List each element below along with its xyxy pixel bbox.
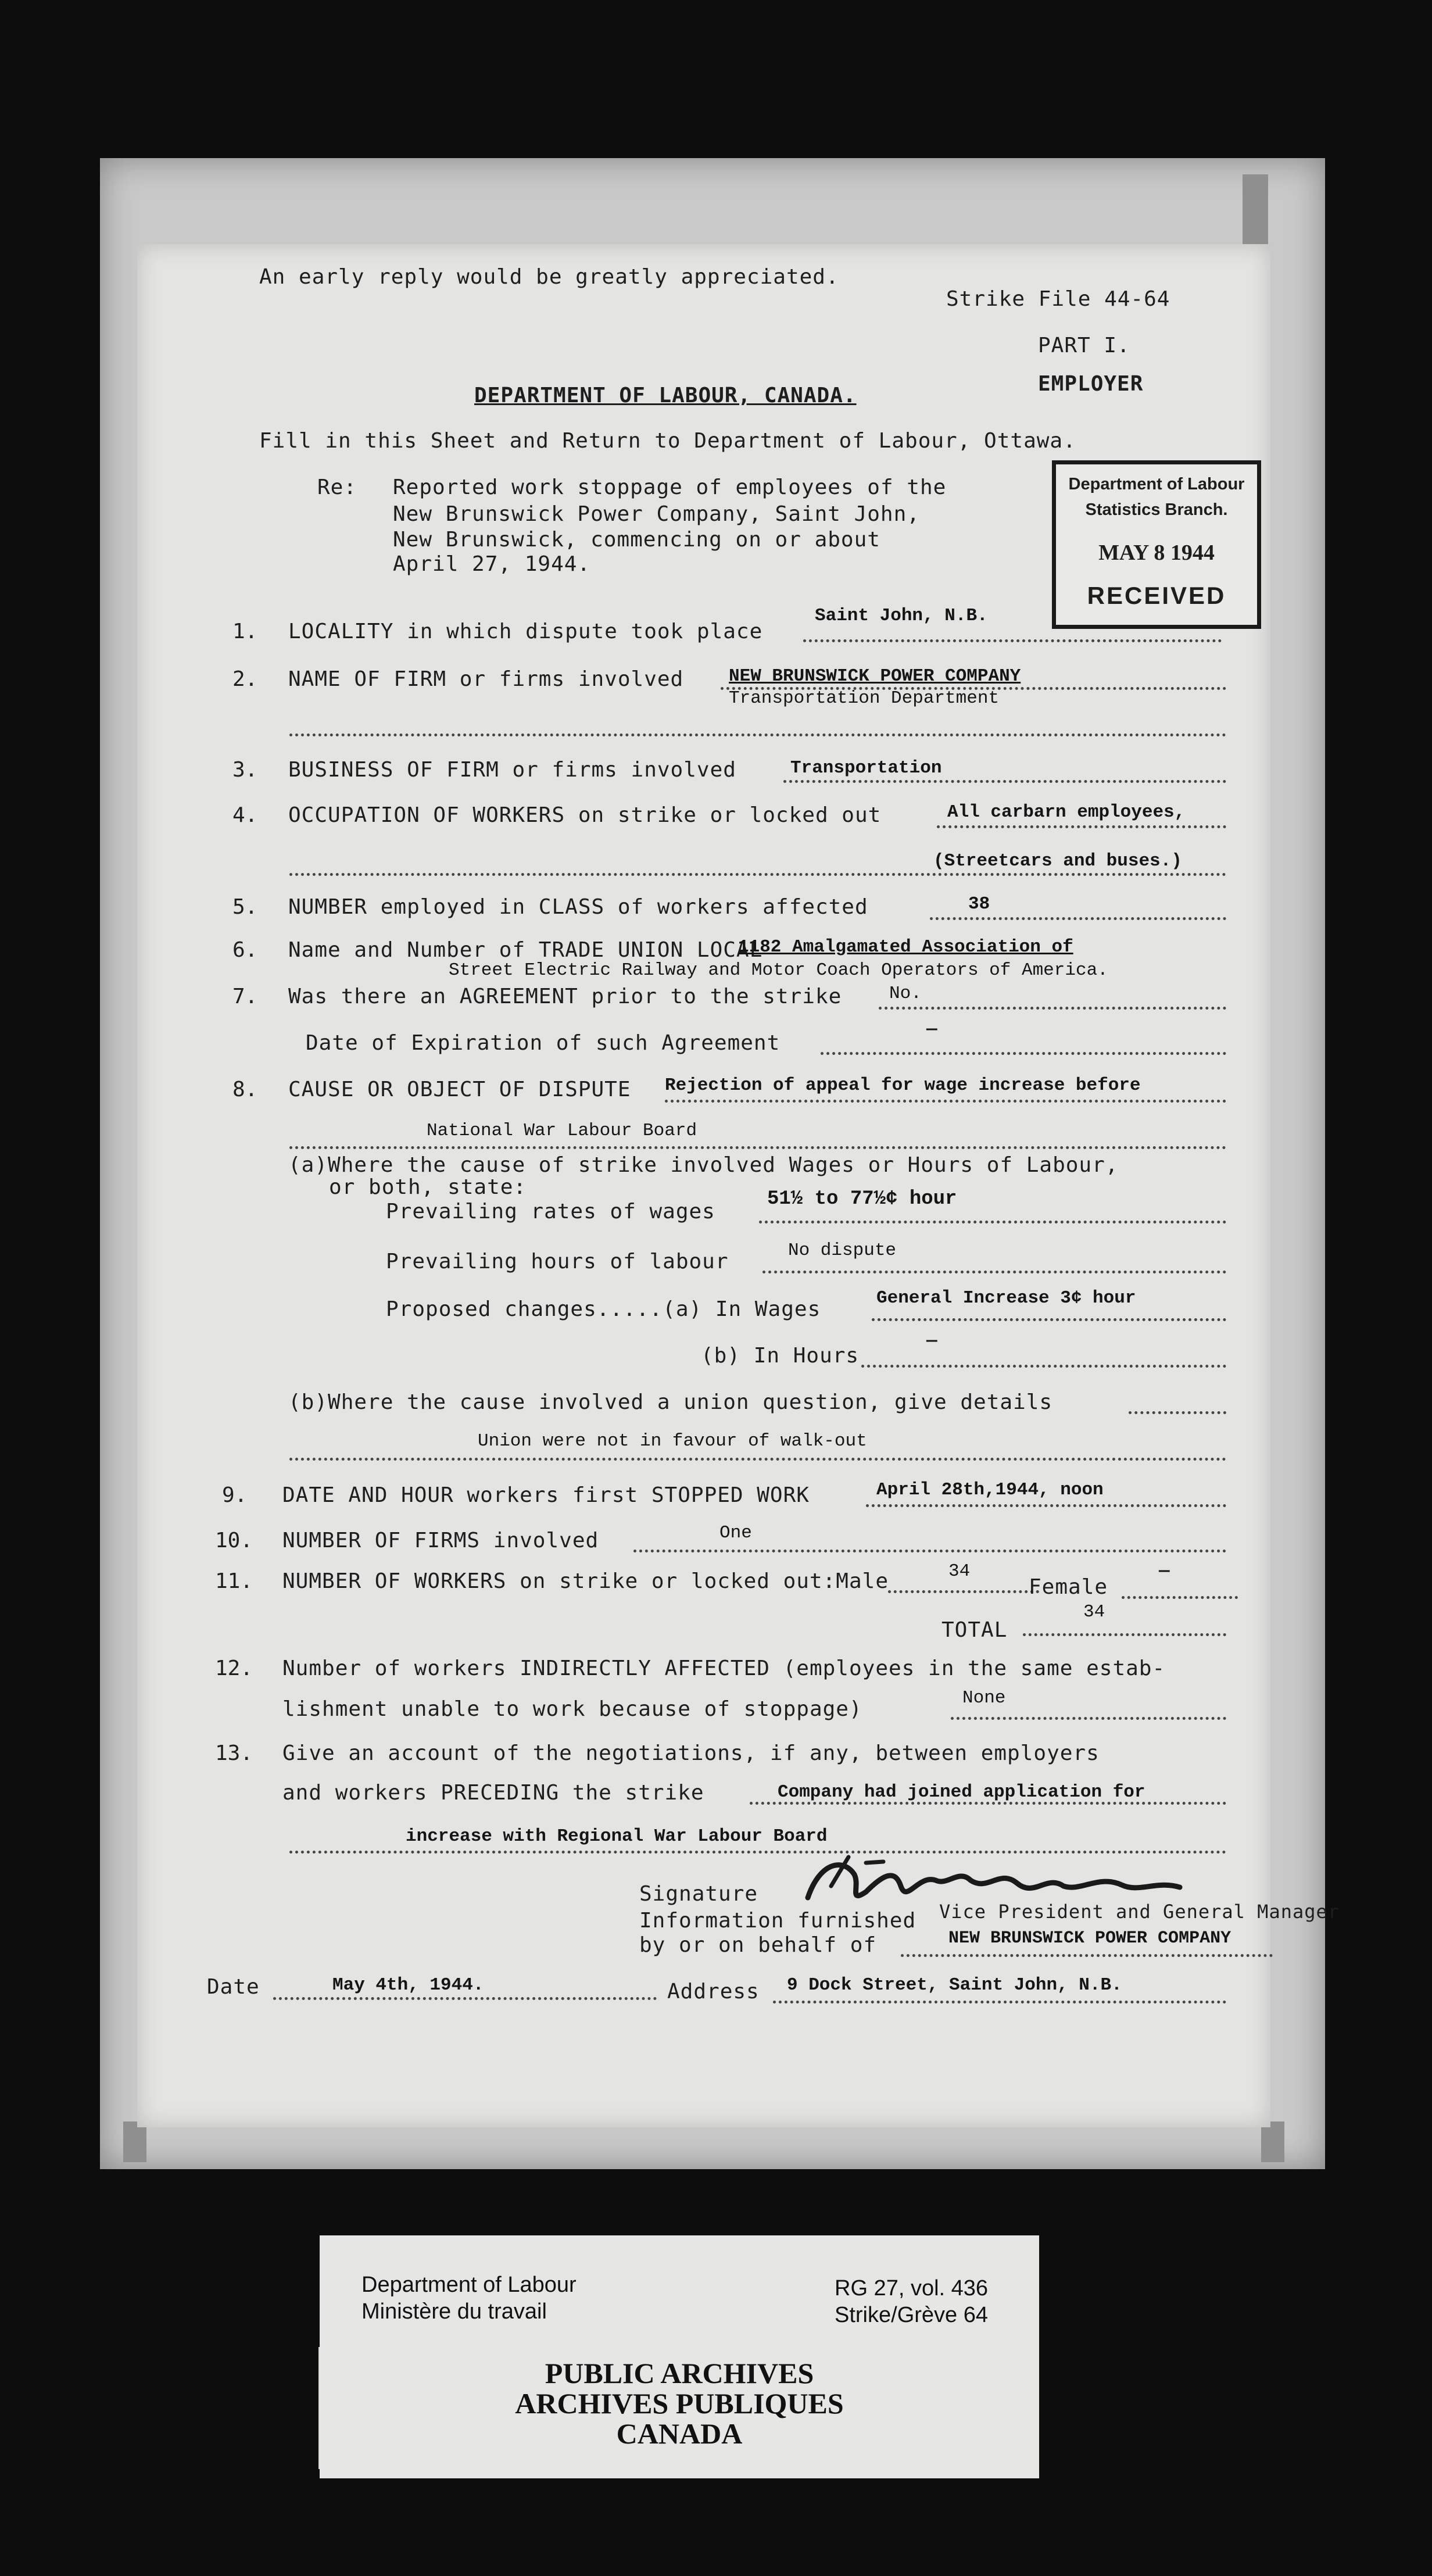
item-answer: 51½ to 77½¢ hour bbox=[767, 1188, 957, 1210]
stamp-line: Department of Labour bbox=[1068, 475, 1245, 493]
item-question: LOCALITY in which dispute took place bbox=[288, 620, 763, 643]
item-number: 12. bbox=[215, 1656, 253, 1680]
item-number: 13. bbox=[215, 1741, 253, 1765]
part-label: PART I. bbox=[1038, 334, 1130, 357]
item-question: Prevailing rates of wages bbox=[386, 1200, 715, 1223]
item-number: 9. bbox=[222, 1483, 248, 1507]
archive-ref: RG 27, vol. 436 bbox=[835, 2276, 989, 2300]
stamp-date: MAY 8 1944 bbox=[1098, 541, 1215, 565]
item-answer: One bbox=[719, 1523, 752, 1543]
fill-line bbox=[773, 2001, 1226, 2003]
fill-line bbox=[888, 1590, 1039, 1593]
item-answer: NEW BRUNSWICK POWER COMPANY bbox=[729, 666, 1021, 686]
fill-line bbox=[803, 639, 1222, 642]
strike-file-label: Strike File 44-64 bbox=[946, 287, 1170, 311]
item-question: (b) In Hours bbox=[701, 1344, 860, 1368]
item-question: NUMBER OF FIRMS involved bbox=[282, 1529, 599, 1552]
paper-clip bbox=[1261, 2121, 1284, 2162]
item-answer: increase with Regional War Labour Board bbox=[406, 1826, 828, 1847]
item-question: Proposed changes.....(a) In Wages bbox=[386, 1297, 821, 1321]
fill-line bbox=[861, 1365, 1226, 1368]
archive-title: CANADA bbox=[616, 2417, 743, 2450]
paper-clip bbox=[1243, 174, 1268, 244]
item-question: Female bbox=[1029, 1575, 1108, 1599]
fill-line bbox=[866, 1504, 1226, 1507]
item-question: CAUSE OR OBJECT OF DISPUTE bbox=[288, 1078, 631, 1101]
item-answer: 1182 Amalgamated Association of bbox=[738, 937, 1073, 957]
item-number: 3. bbox=[232, 758, 258, 782]
re-line: New Brunswick, commencing on or about bbox=[393, 528, 880, 552]
item-number: 2. bbox=[232, 667, 258, 691]
item-question: (a)Where the cause of strike involved Wages or Hours of Labour, bbox=[288, 1153, 1119, 1177]
item-answer: Transportation Department bbox=[729, 688, 1000, 709]
item-question: NUMBER employed in CLASS of workers affected bbox=[288, 895, 868, 919]
item-question: or both, state: bbox=[329, 1175, 527, 1199]
fill-line bbox=[937, 825, 1226, 828]
fill-line bbox=[273, 1997, 657, 2000]
item-question: Give an account of the negotiations, if any, between employers bbox=[282, 1741, 1100, 1765]
item-answer: No. bbox=[889, 983, 922, 1004]
archive-title: PUBLIC ARCHIVES bbox=[545, 2357, 814, 2389]
item-answer: April 28th,1944, noon bbox=[876, 1480, 1104, 1500]
item-question: DATE AND HOUR workers first STOPPED WORK bbox=[282, 1483, 810, 1507]
employer-label: EMPLOYER bbox=[1038, 372, 1144, 396]
re-label: Re: bbox=[317, 475, 357, 499]
re-line: April 27, 1944. bbox=[393, 552, 591, 576]
header-note: An early reply would be greatly appreciated. bbox=[259, 265, 839, 289]
company-name: NEW BRUNSWICK POWER COMPANY bbox=[948, 1929, 1231, 1948]
department-title: DEPARTMENT OF LABOUR, CANADA. bbox=[474, 384, 857, 407]
archive-label bbox=[320, 2235, 1039, 2478]
item-answer: Rejection of appeal for wage increase before bbox=[665, 1075, 1141, 1096]
received-stamp bbox=[1052, 460, 1261, 629]
item-number: 4. bbox=[232, 803, 258, 827]
fill-line bbox=[1023, 1633, 1226, 1636]
paper-clip bbox=[123, 2121, 146, 2162]
item-number: 6. bbox=[232, 938, 258, 962]
item-answer: Union were not in favour of walk-out bbox=[478, 1431, 867, 1451]
fill-line bbox=[289, 1458, 1226, 1461]
fill-line bbox=[289, 1146, 1226, 1149]
archive-dept-fr: Ministère du travail bbox=[361, 2299, 547, 2324]
info-label: Information furnished bbox=[639, 1909, 917, 1933]
item-question: Was there an AGREEMENT prior to the strike bbox=[288, 985, 842, 1008]
signature-label: Signature bbox=[639, 1882, 758, 1906]
stamp-line: Statistics Branch. bbox=[1085, 500, 1228, 519]
instruction-line: Fill in this Sheet and Return to Department of Labour, Ottawa. bbox=[259, 429, 1076, 453]
fill-line bbox=[762, 1271, 1226, 1273]
item-question: Name and Number of TRADE UNION LOCAL bbox=[288, 938, 763, 962]
fill-line bbox=[879, 1007, 1226, 1010]
signature-title: Vice President and General Manager bbox=[939, 1901, 1340, 1923]
item-answer: 34 bbox=[1083, 1602, 1105, 1622]
item-answer: No dispute bbox=[788, 1240, 897, 1261]
item-number: 1. bbox=[232, 620, 258, 643]
item-question: Prevailing hours of labour bbox=[386, 1250, 729, 1273]
item-answer: 34 bbox=[948, 1561, 971, 1582]
fill-line bbox=[665, 1100, 1226, 1103]
archive-dept-en: Department of Labour bbox=[361, 2273, 577, 2297]
item-question: (b)Where the cause involved a union question, give details bbox=[288, 1390, 1053, 1414]
item-number: 7. bbox=[232, 985, 258, 1008]
item-answer: General Increase 3¢ hour bbox=[876, 1288, 1136, 1308]
address-label: Address bbox=[667, 1980, 760, 2003]
fill-line bbox=[872, 1318, 1226, 1321]
date-label: Date bbox=[207, 1975, 260, 1999]
item-question: and workers PRECEDING the strike bbox=[282, 1781, 704, 1805]
item-answer: — bbox=[1159, 1561, 1170, 1582]
item-question: OCCUPATION OF WORKERS on strike or locked out bbox=[288, 803, 882, 827]
item-question: lishment unable to work because of stoppage) bbox=[282, 1697, 862, 1721]
stamp-received: RECEIVED bbox=[1087, 582, 1226, 609]
item-number: 8. bbox=[232, 1078, 258, 1101]
fill-line bbox=[901, 1954, 1273, 1957]
fill-line bbox=[1129, 1411, 1226, 1414]
item-answer: Saint John, N.B. bbox=[815, 606, 988, 626]
fill-line bbox=[289, 734, 1226, 736]
item-answer: All carbarn employees, bbox=[947, 802, 1186, 822]
item-answer: Transportation bbox=[790, 758, 942, 778]
fill-line bbox=[930, 917, 1226, 920]
item-question: Number of workers INDIRECTLY AFFECTED (employees in the same estab- bbox=[282, 1656, 1166, 1680]
fill-line bbox=[951, 1717, 1226, 1720]
date-value: May 4th, 1944. bbox=[332, 1975, 484, 1995]
fill-line bbox=[1122, 1596, 1238, 1599]
item-answer: Company had joined application for bbox=[778, 1782, 1145, 1802]
item-number: 5. bbox=[232, 895, 258, 919]
item-answer: — bbox=[926, 1331, 937, 1351]
item-answer: None bbox=[962, 1688, 1006, 1708]
re-line: New Brunswick Power Company, Saint John, bbox=[393, 502, 920, 526]
fill-line bbox=[633, 1550, 1226, 1552]
item-question: NUMBER OF WORKERS on strike or locked out:Male bbox=[282, 1569, 889, 1593]
item-question: NAME OF FIRM or firms involved bbox=[288, 667, 684, 691]
item-number: 10. bbox=[215, 1529, 253, 1552]
fill-line bbox=[783, 780, 1226, 783]
re-line: Reported work stoppage of employees of the bbox=[393, 475, 947, 499]
item-number: 11. bbox=[215, 1569, 253, 1593]
item-answer: (Streetcars and buses.) bbox=[933, 851, 1182, 871]
item-answer: Street Electric Railway and Motor Coach Operators of America. bbox=[449, 960, 1108, 981]
fill-line bbox=[759, 1221, 1226, 1223]
item-answer: 38 bbox=[968, 894, 990, 914]
item-question: BUSINESS OF FIRM or firms involved bbox=[288, 758, 736, 782]
item-question: TOTAL bbox=[941, 1618, 1008, 1642]
fill-line bbox=[289, 873, 1226, 876]
item-answer: — bbox=[926, 1019, 937, 1040]
info-label: by or on behalf of bbox=[639, 1933, 877, 1957]
archive-title: ARCHIVES PUBLIQUES bbox=[515, 2387, 844, 2420]
archive-ref: Strike/Grève 64 bbox=[835, 2303, 988, 2327]
address-value: 9 Dock Street, Saint John, N.B. bbox=[787, 1975, 1122, 1995]
item-question: Date of Expiration of such Agreement bbox=[306, 1031, 781, 1055]
fill-line bbox=[821, 1052, 1226, 1055]
item-answer: National War Labour Board bbox=[427, 1121, 697, 1141]
